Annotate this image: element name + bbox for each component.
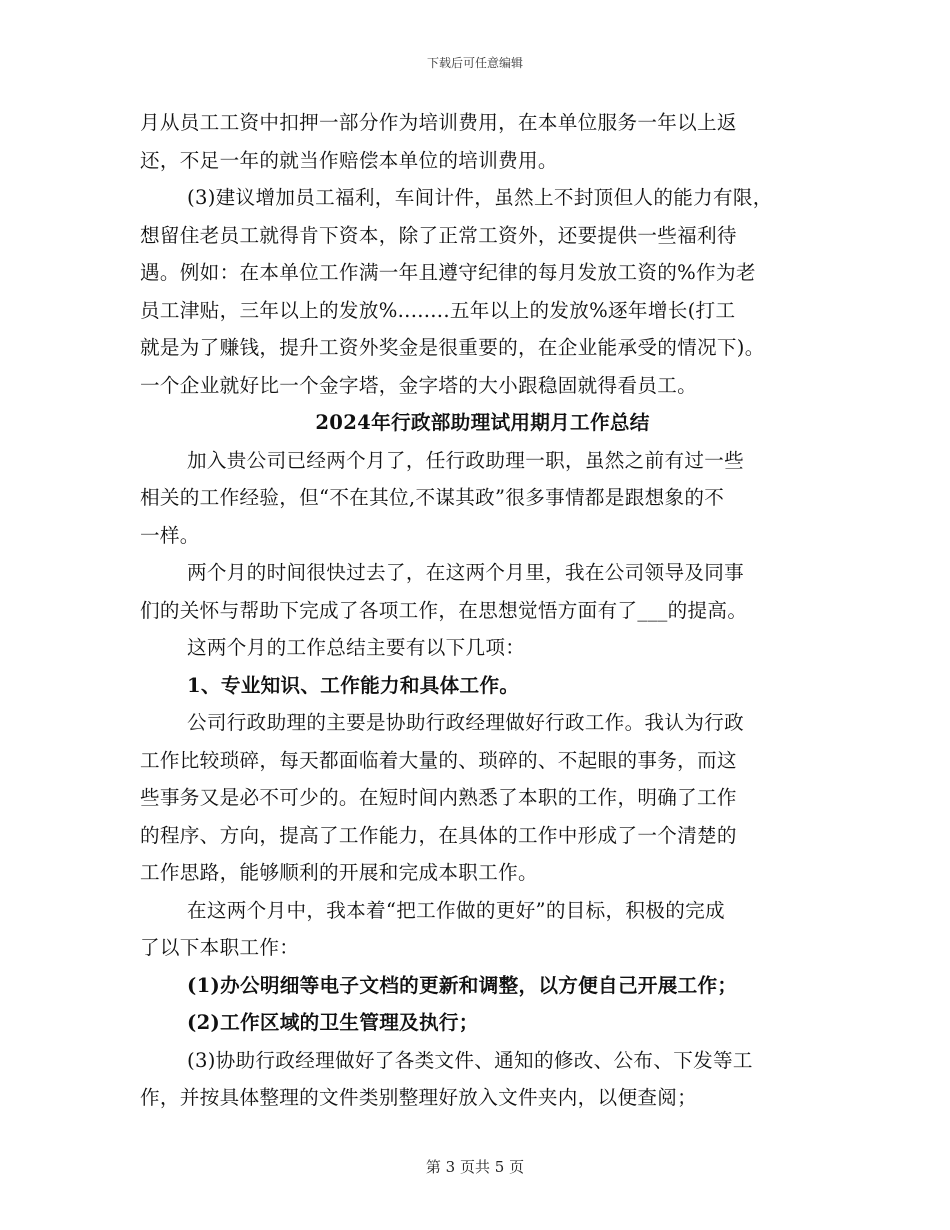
text-line: 在这两个月中，我本着“把工作做的更好”的目标，积极的完成 (187, 898, 725, 922)
text-line: 工作比较琐碎，每天都面临着大量的、琐碎的、不起眼的事务，而这 (140, 748, 737, 772)
page-number: 第 3 页共 5 页 (425, 1158, 525, 1176)
body-text (140, 104, 825, 1117)
text-line: 这两个月的工作总结主要有以下几项： (187, 636, 526, 659)
text-line: 还，不足一年的就当作赔偿本单位的培训费用。 (140, 148, 558, 172)
text-line: 一个企业就好比一个金字塔，金字塔的大小跟稳固就得看员工。 (140, 373, 698, 397)
text-line: 1、专业知识、工作能力和具体工作。 (187, 673, 520, 697)
text-line: (1)办公明细等电子文档的更新和调整，以方便自己开展工作； (187, 973, 738, 997)
text-line: (2)工作区域的卫生管理及执行； (187, 1011, 479, 1034)
text-line: 遇。例如：在本单位工作满一年且遵守纪律的每月发放工资的%作为老 (140, 261, 756, 284)
text-line: 们的关怀与帮助下完成了各项工作，在思想觉悟方面有了___的提高。 (140, 598, 748, 622)
text-line: 两个月的时间很快过去了，在这两个月里，我在公司领导及同事 (187, 561, 745, 584)
text-line: 员工津贴，三年以上的发放%........五年以上的发放%逐年增长(打工 (140, 298, 736, 322)
text-line: (3)协助行政经理做好了各类文件、通知的修改、公布、下发等工 (187, 1048, 753, 1072)
section-title: 2024年行政部助理试用期月工作总结 (315, 411, 650, 434)
text-line: 公司行政助理的主要是协助行政经理做好行政工作。我认为行政 (187, 711, 745, 734)
text-line: 月从员工工资中扣押一部分作为培训费用，在本单位服务一年以上返 (140, 111, 737, 134)
text-line: 想留住老员工就得肯下资本，除了正常工资外，还要提供一些福利待 (140, 223, 737, 247)
text-line: 了以下本职工作： (140, 936, 300, 959)
text-line: 的程序、方向，提高了工作能力，在具体的工作中形成了一个清楚的 (140, 823, 737, 847)
text-line: (3)建议增加员工福利，车间计件，虽然上不封顶但人的能力有限， (187, 186, 773, 209)
text-line: 些事务又是必不可少的。在短时间内熟悉了本职的工作，明确了工作 (140, 786, 737, 809)
text-line: 工作思路，能够顺利的开展和完成本职工作。 (140, 861, 538, 884)
text-line: 就是为了赚钱，提升工资外奖金是很重要的，在企业能承受的情况下)。 (140, 336, 765, 359)
text-line: 一样。 (140, 523, 200, 547)
text-line: 作，并按具体整理的文件类别整理好放入文件夹内，以便查阅； (140, 1086, 698, 1109)
page-header: 下载后可任意编辑 (426, 56, 523, 70)
text-line: 相关的工作经验，但“不在其位,不谋其政”很多事情都是跟想象的不 (140, 486, 725, 509)
text-line: 加入贵公司已经两个月了，任行政助理一职，虽然之前有过一些 (187, 448, 745, 472)
